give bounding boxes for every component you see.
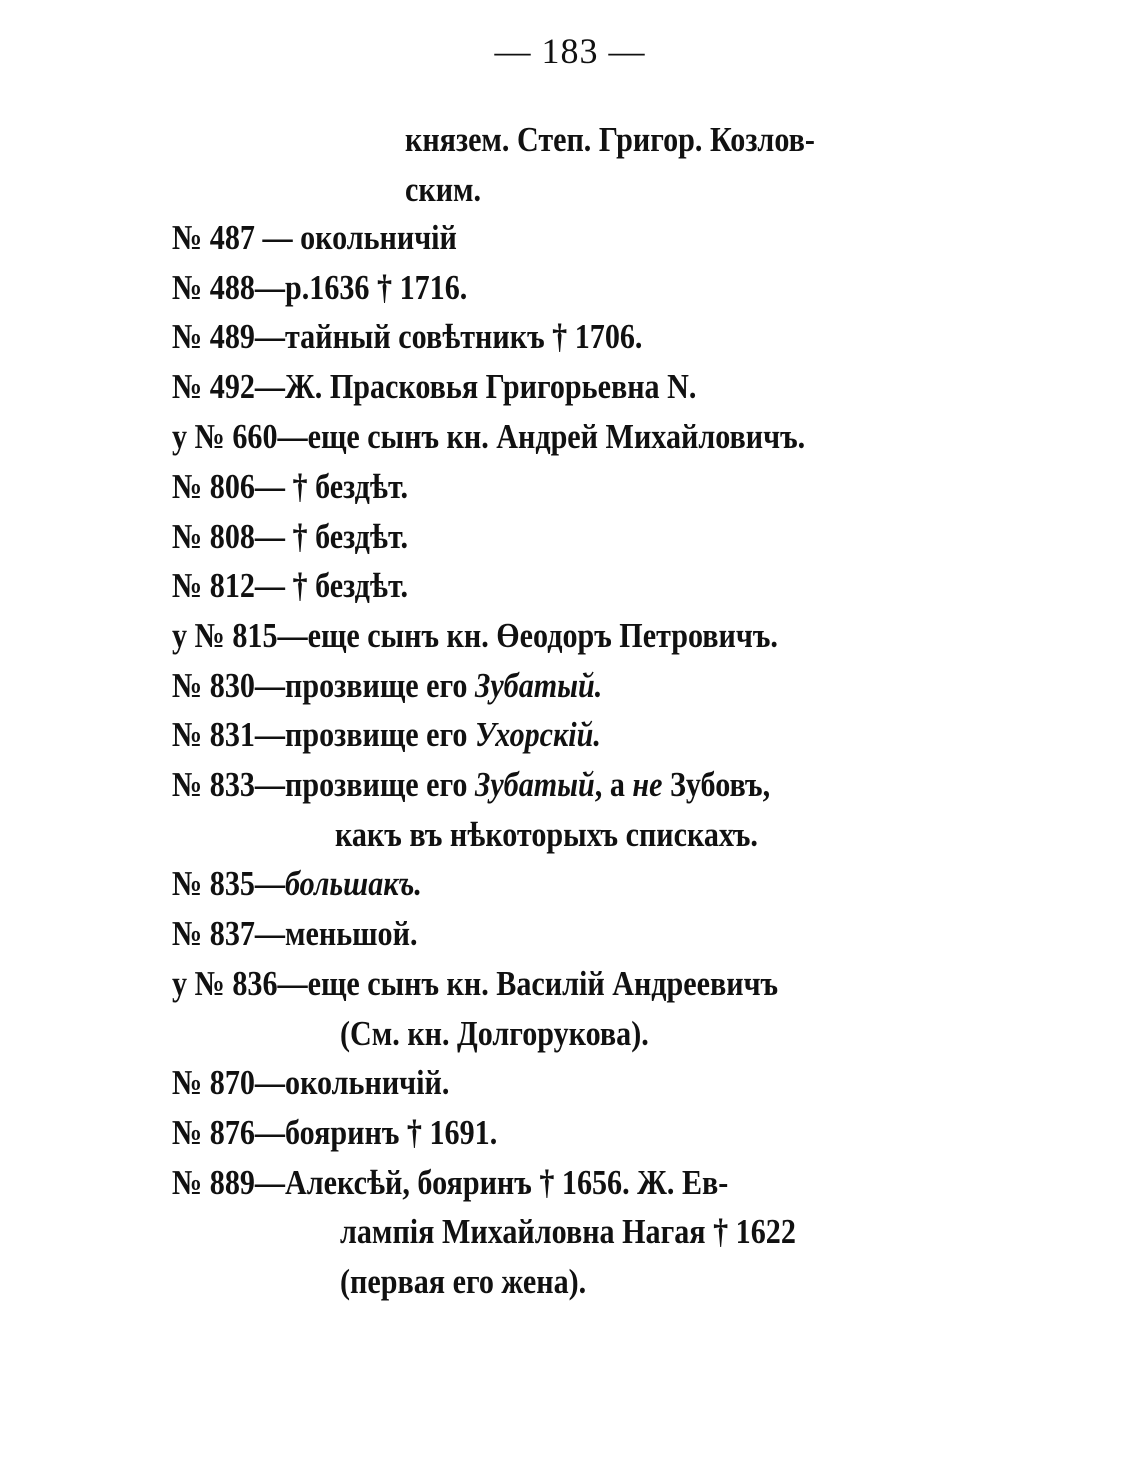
- text-line: у № 660—еще сынъ кн. Андрей Михайловичъ.: [172, 417, 806, 456]
- text-line: № 876—бояринъ † 1691.: [172, 1113, 498, 1152]
- text-run: № 833—прозвище его: [172, 765, 468, 804]
- text-line: у № 815—еще сынъ кн. Өеодоръ Петровичъ.: [172, 616, 778, 655]
- text-line: лампія Михайловна Нагая † 1622: [340, 1212, 796, 1251]
- text-line: № 806— † бездѣт.: [172, 467, 409, 506]
- text-line: № 889—Алексѣй, бояринъ † 1656. Ж. Ев-: [172, 1163, 729, 1202]
- page-number: — 183 —: [494, 31, 646, 71]
- text-line: [172, 864, 422, 904]
- text-run: № 831—прозвище его: [172, 715, 468, 754]
- text-line: у № 836—еще сынъ кн. Василій Андреевичъ: [172, 964, 779, 1003]
- text-line: какъ въ нѣкоторыхъ спискахъ.: [335, 815, 758, 854]
- text-line: [172, 666, 602, 706]
- text-line: № 487 — окольничій: [172, 218, 457, 257]
- text-run: № 830—прозвище его: [172, 666, 468, 705]
- italic-nickname: Зубатый.: [475, 666, 603, 705]
- text-line: № 488—р.1636 † 1716.: [172, 268, 468, 307]
- text-line: князем. Степ. Григор. Козлов-: [405, 120, 815, 159]
- text-line: № 492—Ж. Прасковья Григорьевна N.: [172, 367, 697, 406]
- text-line: (первая его жена).: [340, 1262, 587, 1301]
- text-line: [172, 765, 770, 805]
- text-line: (См. кн. Долгорукова).: [340, 1014, 649, 1053]
- text-run: , а: [594, 765, 625, 804]
- text-line: № 812— † бездѣт.: [172, 566, 409, 605]
- text-run: № 835—: [172, 864, 286, 903]
- italic-nickname: Ухорскій.: [475, 715, 601, 754]
- text-line: № 489—тайный совѣтникъ † 1706.: [172, 317, 643, 356]
- text-line: [172, 715, 601, 755]
- text-line: № 870—окольничій.: [172, 1063, 450, 1102]
- text-line: № 837—меньшой.: [172, 914, 418, 953]
- italic-word: не: [632, 765, 663, 804]
- text-line: № 808— † бездѣт.: [172, 517, 409, 556]
- text-line: ским.: [405, 170, 482, 209]
- text-run: Зубовъ,: [670, 765, 771, 804]
- italic-word: большакъ.: [285, 864, 422, 903]
- italic-nickname: Зубатый: [475, 765, 595, 804]
